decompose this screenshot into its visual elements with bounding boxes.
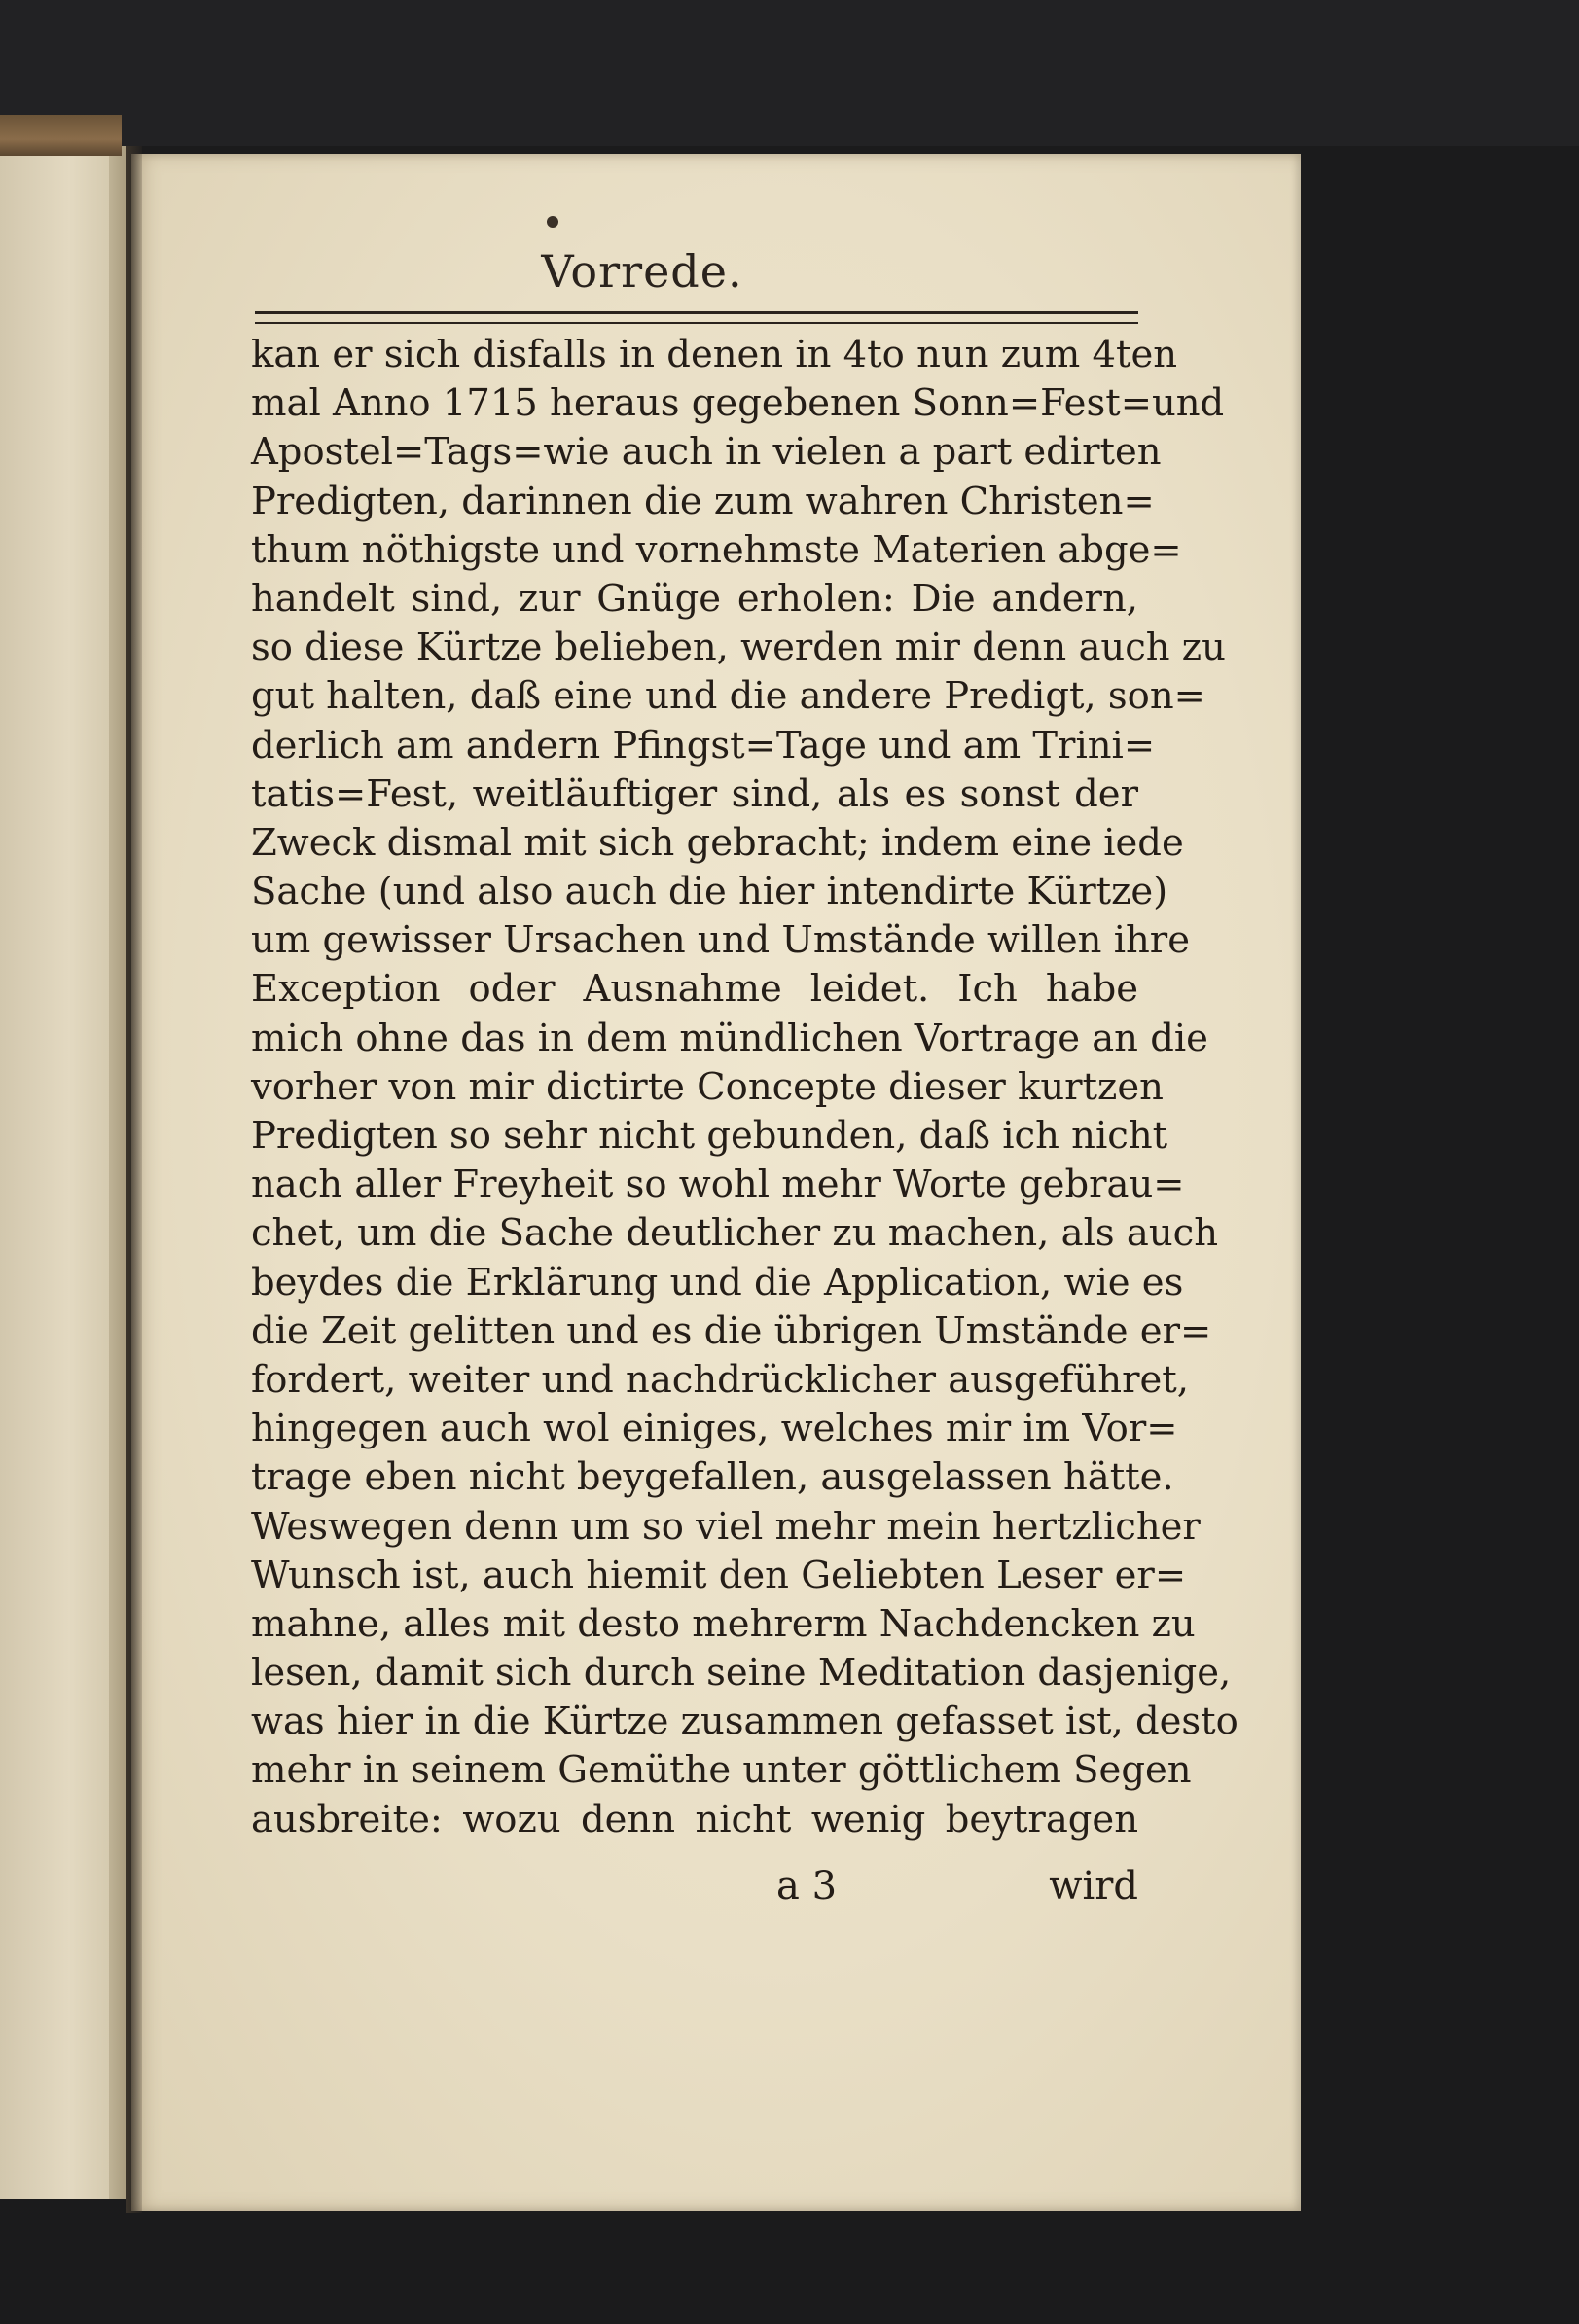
text-line: Sache (und also auch die hier intendirte Kürtze) [251,870,1168,914]
text-line: vorher von mir dictirte Concepte dieser kurtzen [251,1064,1164,1109]
catchword: wird [1049,1864,1138,1909]
text-line: Weswegen denn um so viel mehr mein hertzlicher [251,1504,1201,1549]
text-line: derlich am andern Pfingst=Tage und am Trini= [251,723,1156,768]
text-line: Predigten, darinnen die zum wahren Christen= [251,479,1155,523]
text-line: thum nöthigste und vornehmste Materien abge= [251,527,1182,572]
text-line: ausbreite: wozu denn nicht wenig beytragen [251,1797,1138,1841]
text-line: lesen, damit sich durch seine Meditation dasjenige, [251,1651,1232,1696]
ink-spot [547,216,558,228]
text-line: mal Anno 1715 heraus gegebenen Sonn=Fest=und [251,381,1225,426]
text-line: Zweck dismal mit sich gebracht; indem eine iede [251,820,1184,865]
text-line: Exception oder Ausnahme leidet. Ich habe [251,967,1138,1012]
text-line: um gewisser Ursachen und Umstände willen ihre [251,918,1191,963]
text-line: mich ohne das in dem mündlichen Vortrage an die [251,1016,1208,1060]
text-line: fordert, weiter und nachdrücklicher ausgeführet, [251,1357,1189,1402]
left-page-edge [109,146,126,2199]
signature-mark: a 3 [776,1864,838,1909]
text-line: beydes die Erklärung und die Application, wie es [251,1260,1184,1305]
text-line: mahne, alles mit desto mehrerm Nachdencken zu [251,1601,1196,1646]
header-rule [255,311,1138,324]
text-line: gut halten, daß eine und die andere Predigt, son= [251,674,1205,719]
text-line: nach aller Freyheit so wohl mehr Worte gebrau= [251,1162,1185,1207]
text-line: handelt sind, zur Gnüge erholen: Die andern, [251,576,1138,621]
book-binding [0,115,122,156]
text-line: trage eben nicht beygefallen, ausgelassen hätte. [251,1455,1174,1500]
running-header: Vorrede. [541,245,743,298]
background-top [0,0,1579,146]
left-page [0,146,126,2199]
text-line: Apostel=Tags=wie auch in vielen a part edirten [251,430,1162,475]
page-footer [251,1864,1138,1916]
text-line: Wunsch ist, auch hiemit den Geliebten Leser er= [251,1553,1187,1597]
text-line: chet, um die Sache deutlicher zu machen, als auch [251,1211,1218,1256]
text-line: Predigten so sehr nicht gebunden, daß ich nicht [251,1114,1168,1158]
text-line: kan er sich disfalls in denen in 4to nun zum 4ten [251,333,1178,376]
gutter [126,146,142,2213]
body-text [251,331,1238,1844]
text-line: so diese Kürtze belieben, werden mir denn auch zu [251,626,1226,670]
text-line: die Zeit gelitten und es die übrigen Umstände er= [251,1308,1212,1353]
text-line: tatis=Fest, weitläuftiger sind, als es sonst der [251,771,1138,816]
text-line: mehr in seinem Gemüthe unter göttlichem Segen [251,1748,1192,1793]
text-line: was hier in die Kürtze zusammen gefasset ist, desto [251,1699,1238,1744]
text-line: hingegen auch wol einiges, welches mir im Vor= [251,1407,1178,1451]
